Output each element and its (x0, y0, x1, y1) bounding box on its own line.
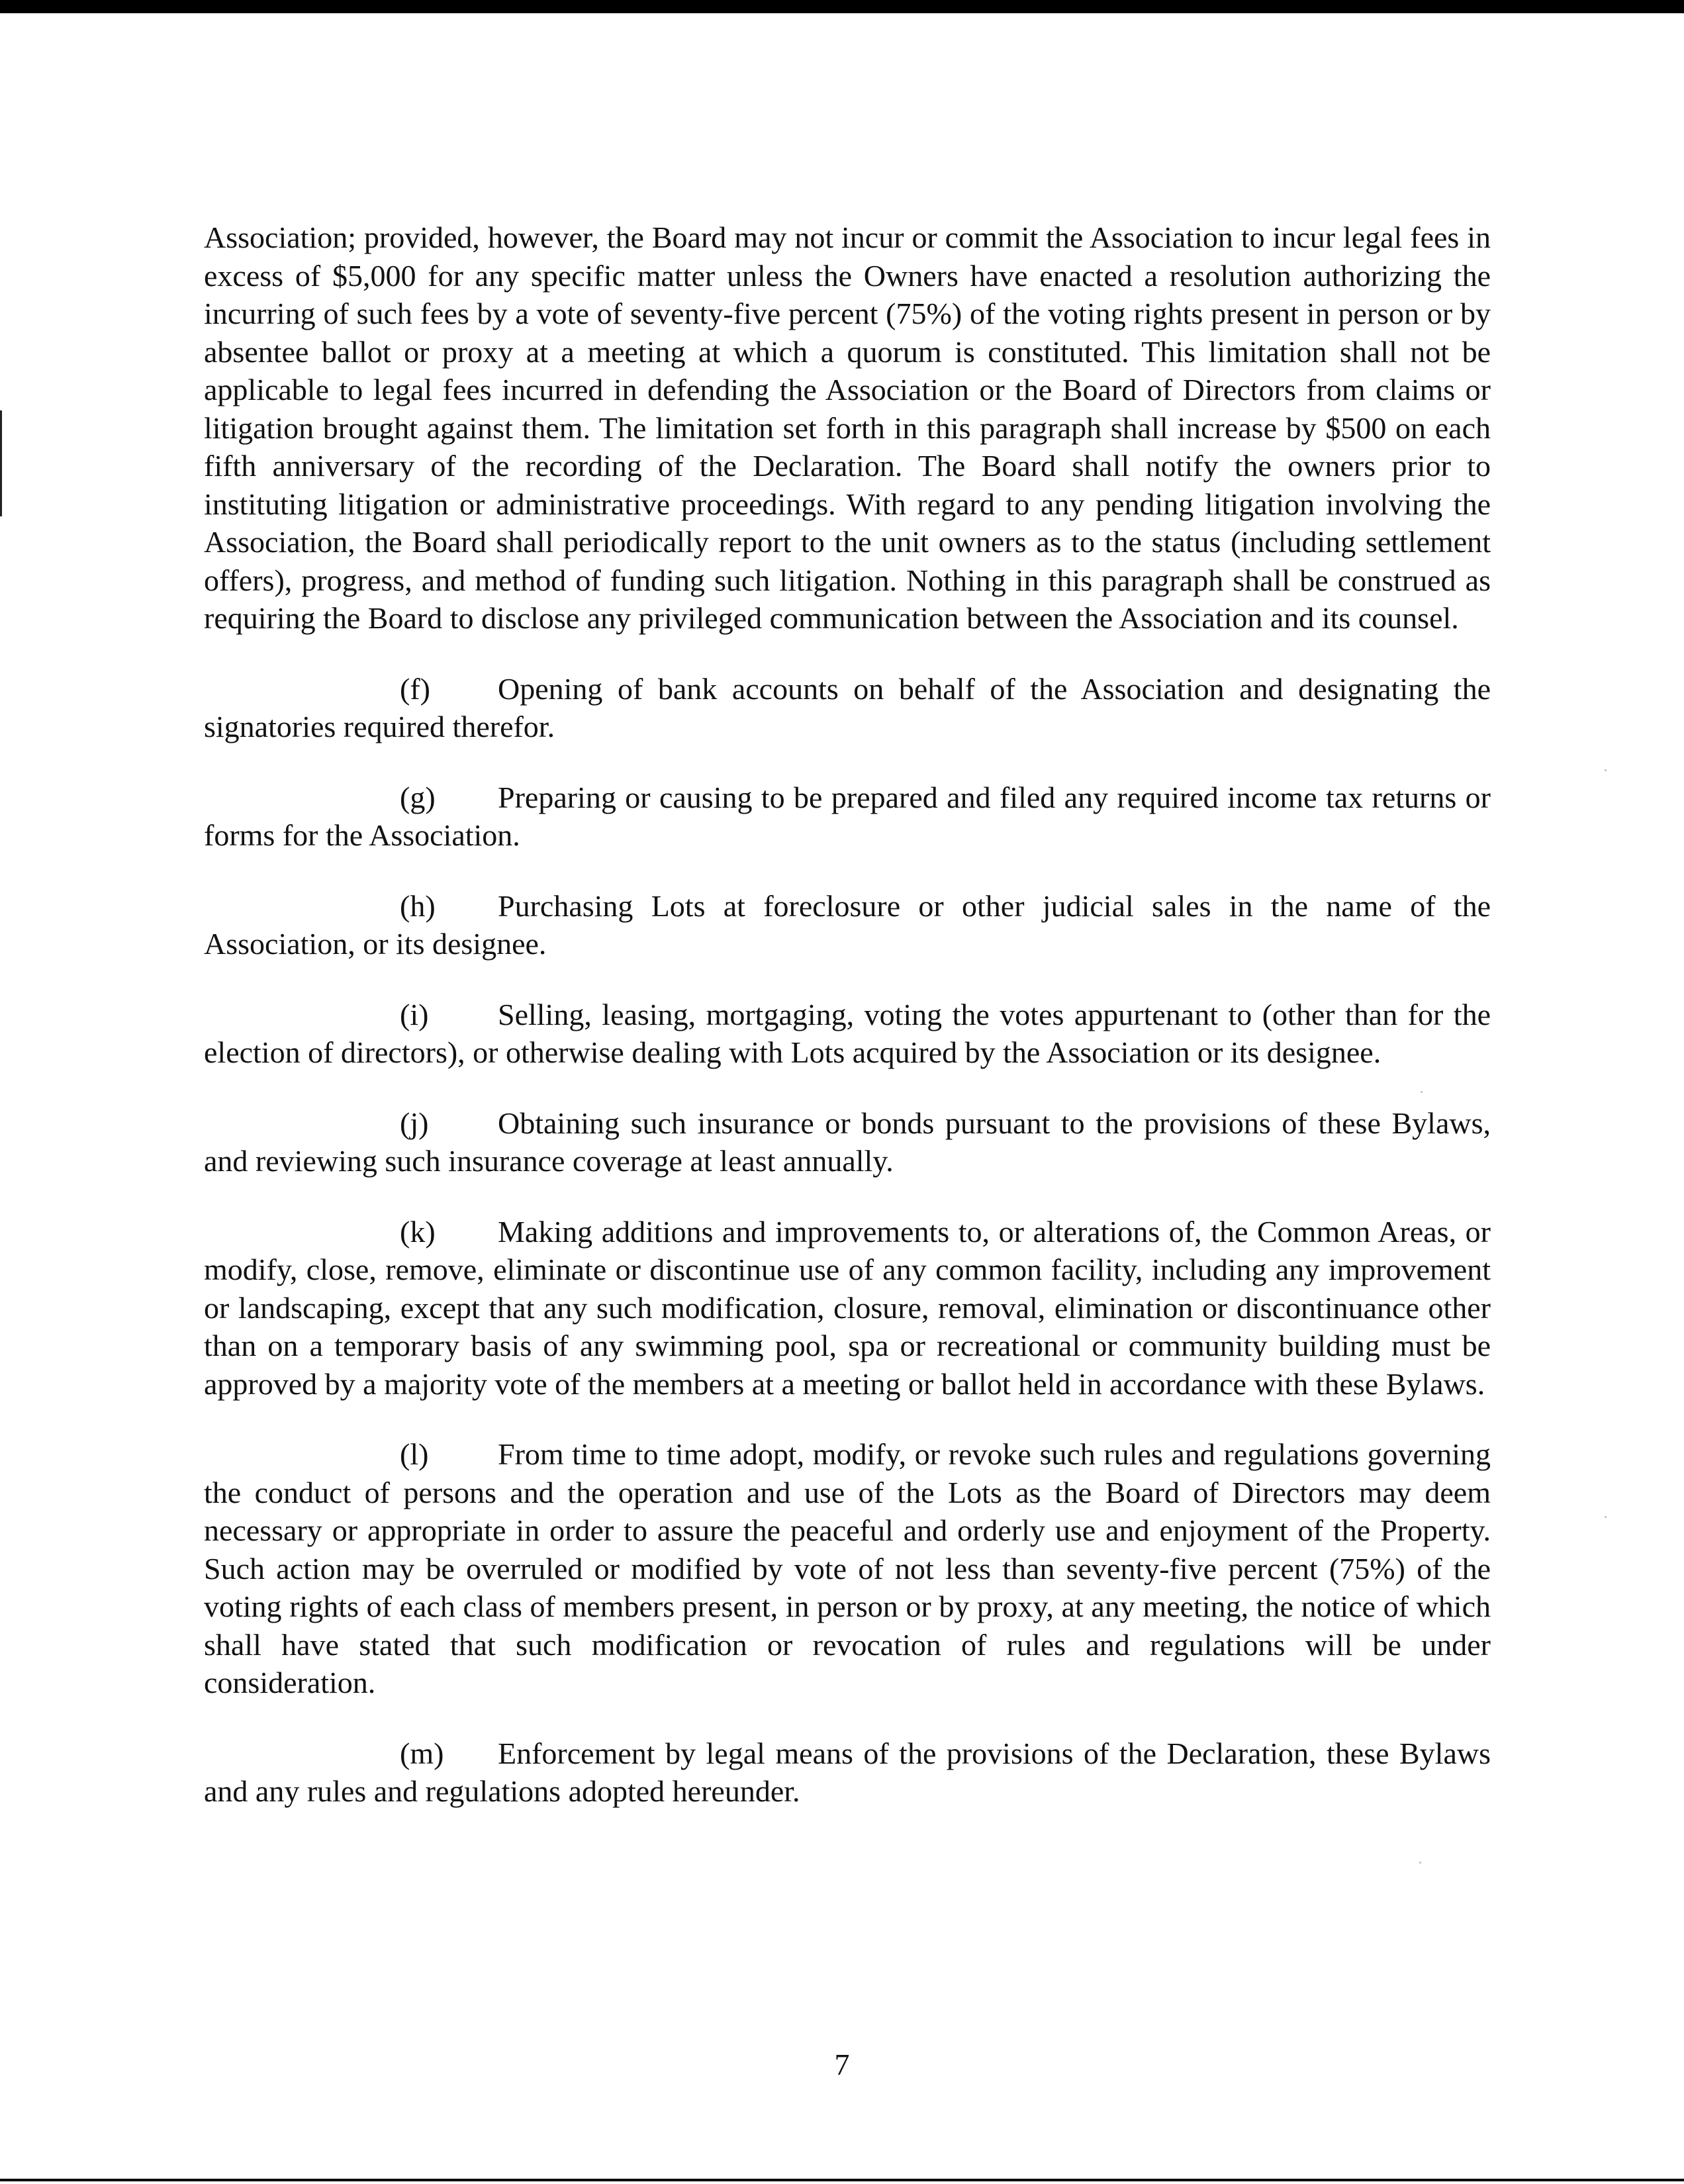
item-label: (k) (400, 1214, 436, 1249)
item-label: (m) (400, 1736, 444, 1770)
item-h (204, 887, 1491, 963)
item-label: (h) (400, 888, 436, 923)
page-number: 7 (834, 2048, 850, 2081)
scan-margin-mark (0, 410, 2, 516)
scan-bottom-border (0, 2179, 1684, 2181)
item-g (204, 779, 1491, 855)
scan-top-border (0, 0, 1684, 13)
item-text: Obtaining such insurance or bonds pursuant to the provisions of these Bylaws, and reviewing such insurance coverage at least annually. (204, 1106, 1491, 1178)
item-label: (i) (400, 997, 429, 1031)
scan-speck (1419, 1862, 1421, 1864)
item-label: (l) (400, 1437, 429, 1471)
item-m (204, 1734, 1491, 1811)
item-text: Selling, leasing, mortgaging, voting the votes appurtenant to (other than for the election of directors), or otherwise dealing with Lots acquired by the Association or its designee. (204, 997, 1491, 1069)
item-label: (j) (400, 1106, 429, 1140)
item-text: Purchasing Lots at foreclosure or other judicial sales in the name of the Association, or its designee. (204, 888, 1491, 961)
item-text: Preparing or causing to be prepared and filed any required income tax returns or forms for the Association. (204, 780, 1491, 852)
document-body (204, 218, 1491, 1811)
scan-speck (1605, 769, 1607, 771)
item-k (204, 1213, 1491, 1403)
scan-speck (1605, 1516, 1607, 1518)
item-label: (f) (400, 671, 430, 706)
item-text: From time to time adopt, modify, or revoke such rules and regulations governing the conduct of persons and the operation and use of the Lots as the Board of Directors may deem necessary or appropriate in order to assure the peaceful and orderly use and enjoyment of the Property. Such action may be overruled or modified by vote of not less than seventy-five percent (75%) of the voting rights of each class of members present, in person or by proxy, at any meeting, the notice of which shall have stated that such modification or revocation of rules and regulations will be under consideration. (204, 1437, 1491, 1699)
item-text: Enforcement by legal means of the provisions of the Declaration, these Bylaws and any rules and regulations adopted hereunder. (204, 1736, 1491, 1808)
item-text: Opening of bank accounts on behalf of the Association and designating the signatories required therefor. (204, 671, 1491, 743)
item-i (204, 996, 1491, 1072)
item-label: (g) (400, 780, 436, 814)
item-j (204, 1104, 1491, 1180)
item-l (204, 1435, 1491, 1702)
opening-paragraph: Association; provided, however, the Board may not incur or commit the Association to incur legal fees in excess of $5,000 for any specific matter unless the Owners have enacted a resolution authorizing the incurring of such fees by a vote of seventy-five percent (75%) of the voting rights present in person or by absentee ballot or proxy at a meeting at which a quorum is constituted. This limitation shall not be applicable to legal fees incurred in defending the Association or the Board of Directors from claims or litigation brought against them. The limitation set forth in this paragraph shall increase by $500 on each fifth anniversary of the recording of the Declaration. The Board shall notify the owners prior to instituting litigation or administrative proceedings. With regard to any pending litigation involving the Association, the Board shall periodically report to the unit owners as to the status (including settlement offers), progress, and method of funding such litigation. Nothing in this paragraph shall be construed as requiring the Board to disclose any privileged communication between the Association and its counsel. (204, 220, 1491, 635)
item-text: Making additions and improvements to, or alterations of, the Common Areas, or modify, close, remove, eliminate or discontinue use of any common facility, including any improvement or landscaping, except that any such modification, closure, removal, elimination or discontinuance other than on a temporary basis of any swimming pool, spa or recreational or community building must be approved by a majority vote of the members at a meeting or ballot held in accordance with these Bylaws. (204, 1214, 1491, 1401)
item-f (204, 670, 1491, 746)
